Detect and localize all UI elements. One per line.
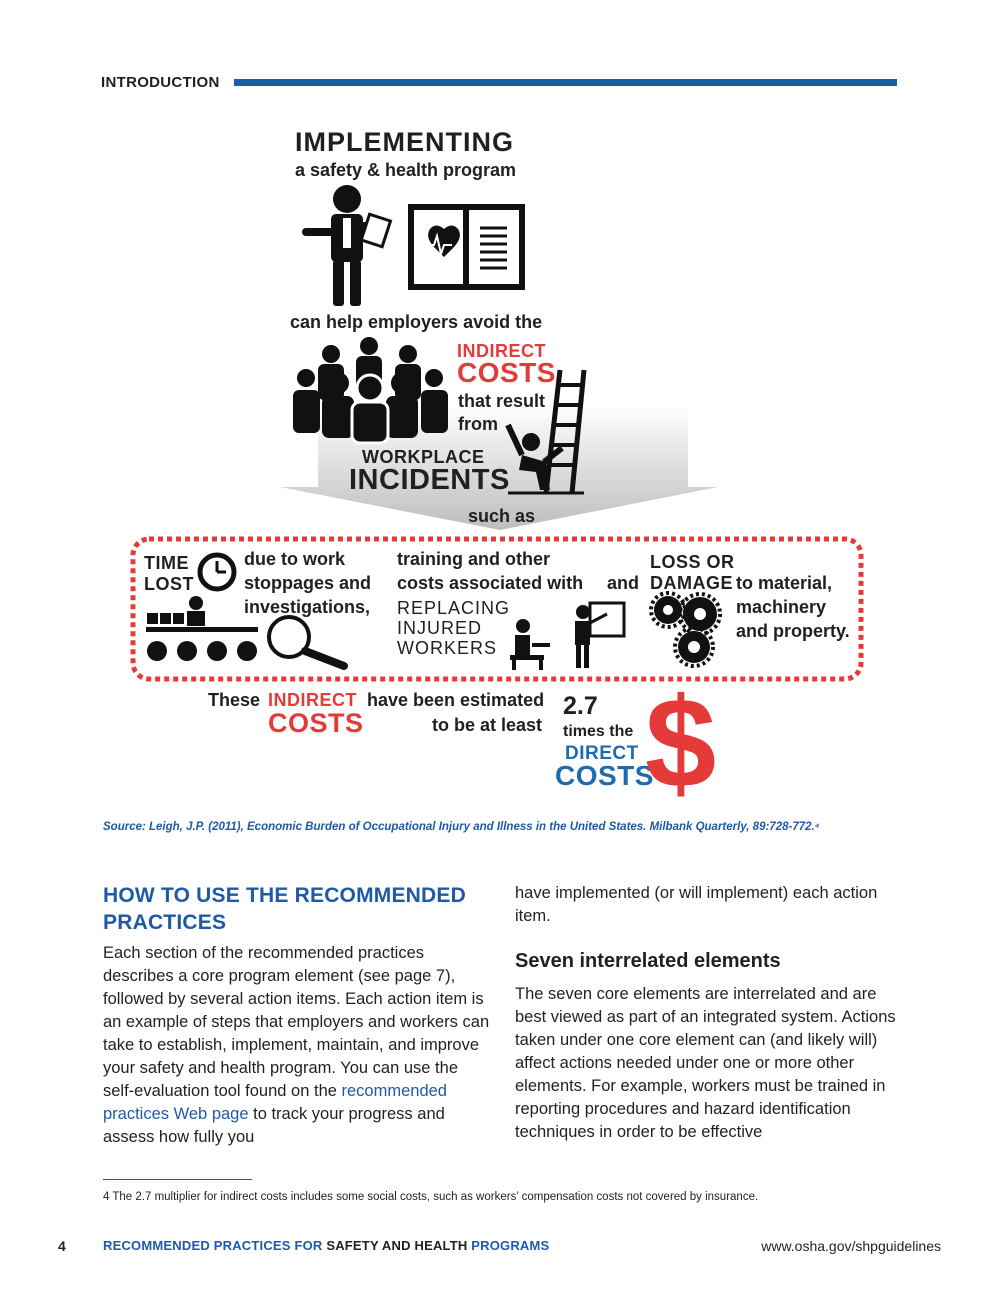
section-heading-line-2: PRACTICES bbox=[103, 911, 227, 934]
from-text: from bbox=[458, 414, 498, 434]
damage-label: DAMAGE bbox=[650, 573, 733, 593]
section-heading-line-1: HOW TO USE THE RECOMMENDED bbox=[103, 884, 466, 907]
multiplier-value: 2.7 bbox=[563, 692, 598, 720]
magnifier-icon bbox=[269, 617, 344, 666]
clock-icon bbox=[200, 555, 234, 589]
indirect-label: INDIRECT bbox=[457, 341, 546, 361]
indirect-label-2: INDIRECT bbox=[268, 690, 357, 710]
section-label: INTRODUCTION bbox=[101, 74, 220, 91]
and-text: and bbox=[607, 573, 640, 593]
workers-label: WORKERS bbox=[397, 638, 498, 658]
training-icon bbox=[510, 603, 624, 670]
due-line-2: stoppages and bbox=[244, 573, 372, 593]
left-paragraph-text: Each section of the recommended practices describes a core program element (see page 7), followed by several action items. Each action item is an example of steps that employers and workers can take to establish, implement, maintain, and improve your safety and health program. You can use the self-evaluation tool found on the bbox=[103, 944, 490, 1100]
estimated-line-1: have been estimated bbox=[367, 690, 545, 710]
footer-title-b: SAFETY AND HEALTH bbox=[326, 1238, 468, 1253]
footer-title bbox=[103, 1238, 549, 1253]
safety-manual-icon bbox=[411, 207, 522, 287]
incidents-label: INCIDENTS bbox=[349, 464, 510, 496]
right-paragraph: The seven core elements are interrelated and are best viewed as part of an integrated system. Actions taken under one core element can (and likely will) affect actions needed under one or more other elements. For example, workers must be trained in reporting procedures and hazard identification techniques in order to be effective bbox=[515, 985, 896, 1141]
gears-icon bbox=[651, 593, 720, 666]
time-label: TIME bbox=[144, 553, 189, 573]
can-help-text: can help employers avoid the bbox=[290, 312, 543, 332]
material-line-3: and property. bbox=[736, 621, 850, 641]
right-continuation: have implemented (or will implement) each action item. bbox=[515, 884, 878, 925]
infographic-subtitle: a safety & health program bbox=[295, 160, 517, 180]
injured-label: INJURED bbox=[397, 618, 483, 638]
dollar-icon: $ bbox=[645, 672, 717, 815]
estimated-line-2: to be at least bbox=[432, 715, 543, 735]
footer-title-c: PROGRAMS bbox=[467, 1238, 550, 1253]
direct-label: DIRECT bbox=[565, 743, 639, 764]
direct-costs-label: COSTS bbox=[555, 760, 654, 791]
infographic-title: IMPLEMENTING bbox=[295, 127, 514, 157]
costs-label: COSTS bbox=[457, 357, 556, 388]
footer-title-a: RECOMMENDED PRACTICES FOR bbox=[103, 1238, 327, 1253]
workplace-label: WORKPLACE bbox=[362, 447, 485, 467]
loss-or-label: LOSS OR bbox=[650, 552, 735, 572]
that-result-text: that result bbox=[458, 391, 546, 411]
left-paragraph bbox=[103, 942, 493, 1149]
due-line-3: investigations, bbox=[244, 597, 371, 617]
lost-label: LOST bbox=[144, 574, 194, 594]
training-line-1: training and other bbox=[397, 549, 550, 569]
training-line-2: costs associated with bbox=[397, 573, 584, 593]
section-heading bbox=[103, 882, 483, 936]
footer-url[interactable]: www.osha.gov/shpguidelines bbox=[761, 1238, 941, 1254]
page-number: 4 bbox=[58, 1238, 66, 1254]
material-line-2: machinery bbox=[736, 597, 827, 617]
inspector-icon bbox=[302, 185, 390, 306]
employees-group-icon bbox=[293, 337, 448, 443]
conveyor-icon bbox=[146, 596, 258, 661]
replacing-label: REPLACING bbox=[397, 598, 511, 618]
footnote: 4 The 2.7 multiplier for indirect costs includes some social costs, such as workers’ compensation costs not covered by insurance. bbox=[103, 1191, 759, 1203]
these-text: These bbox=[208, 690, 261, 710]
subsection-heading: Seven interrelated elements bbox=[515, 950, 781, 972]
left-paragraph-end: to track your progress and assess how fully you bbox=[103, 1105, 445, 1146]
costs-label-2: COSTS bbox=[268, 708, 364, 738]
due-line-1: due to work bbox=[244, 549, 346, 569]
material-line-1: to material, bbox=[736, 573, 833, 593]
such-as-text: such as bbox=[468, 506, 536, 526]
source-citation: Source: Leigh, J.P. (2011), Economic Burden of Occupational Injury and Illness in the United States. Milbank Quarterly, 89:728-772.⁴ bbox=[103, 821, 820, 833]
recommended-practices-link[interactable]: recommended practices Web page bbox=[103, 1082, 447, 1123]
footnote-rule bbox=[103, 1179, 252, 1180]
times-the-text: times the bbox=[563, 723, 634, 740]
